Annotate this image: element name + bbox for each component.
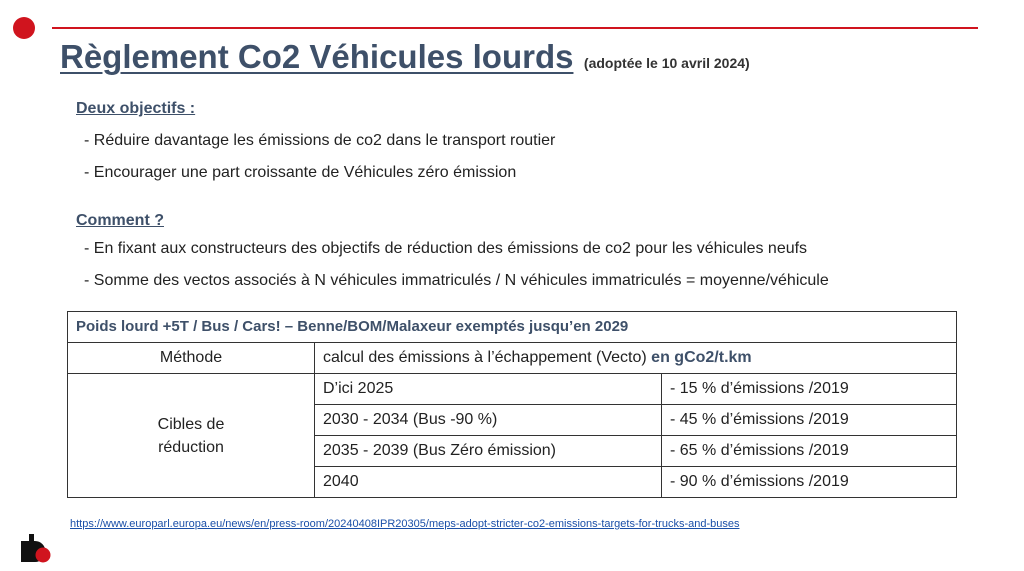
brand-logo-icon [17,534,51,564]
table-header-row [68,312,957,343]
table-row [68,374,957,405]
targets-label-line-1: Cibles de [157,415,225,433]
method-row [68,343,957,374]
top-divider-line [52,27,978,29]
table-header: Poids lourd +5T / Bus / Cars! – Benne/BOM/Malaxeur exemptés jusqu’en 2029 [68,312,957,343]
target-cell: - 65 % d’émissions /2019 [662,436,957,467]
method-value: calcul des émissions à l’échappement (Vecto) [323,349,647,366]
objectives-heading: Deux objectifs : [76,100,196,117]
method-unit: en gCo2/t.km [651,349,752,366]
slide-title: Règlement Co2 Véhicules lourds [60,38,574,75]
targets-label-line-2: réduction [158,438,224,456]
how-item: - En fixant aux constructeurs des objectifs de réduction des émissions de co2 pour les véhicules neufs [84,240,808,257]
targets-table [67,311,957,498]
target-cell: - 90 % d’émissions /2019 [662,467,957,498]
how-heading: Comment ? [76,212,164,229]
source-link[interactable]: https://www.europarl.europa.eu/news/en/press-room/20240408IPR20305/meps-adopt-stricter-co2-emissions-targets-for-trucks-and-buses [70,518,740,530]
slide-subtitle: (adoptée le 10 avril 2024) [583,55,750,71]
red-dot-decoration [13,17,35,39]
title-row [60,38,750,76]
target-cell: - 15 % d’émissions /2019 [662,374,957,405]
how-item: - Somme des vectos associés à N véhicules immatriculés / N véhicules immatriculés = moyenne/véhicule [84,272,829,289]
objective-item: - Réduire davantage les émissions de co2 dans le transport routier [84,132,556,149]
method-label: Méthode [68,343,315,374]
period-cell: 2035 - 2039 (Bus Zéro émission) [315,436,662,467]
targets-label [68,374,315,498]
period-cell: 2040 [315,467,662,498]
period-cell: 2030 - 2034 (Bus -90 %) [315,405,662,436]
period-cell: D’ici 2025 [315,374,662,405]
target-cell: - 45 % d’émissions /2019 [662,405,957,436]
method-value-cell [315,343,957,374]
objective-item: - Encourager une part croissante de Véhicules zéro émission [84,164,517,181]
